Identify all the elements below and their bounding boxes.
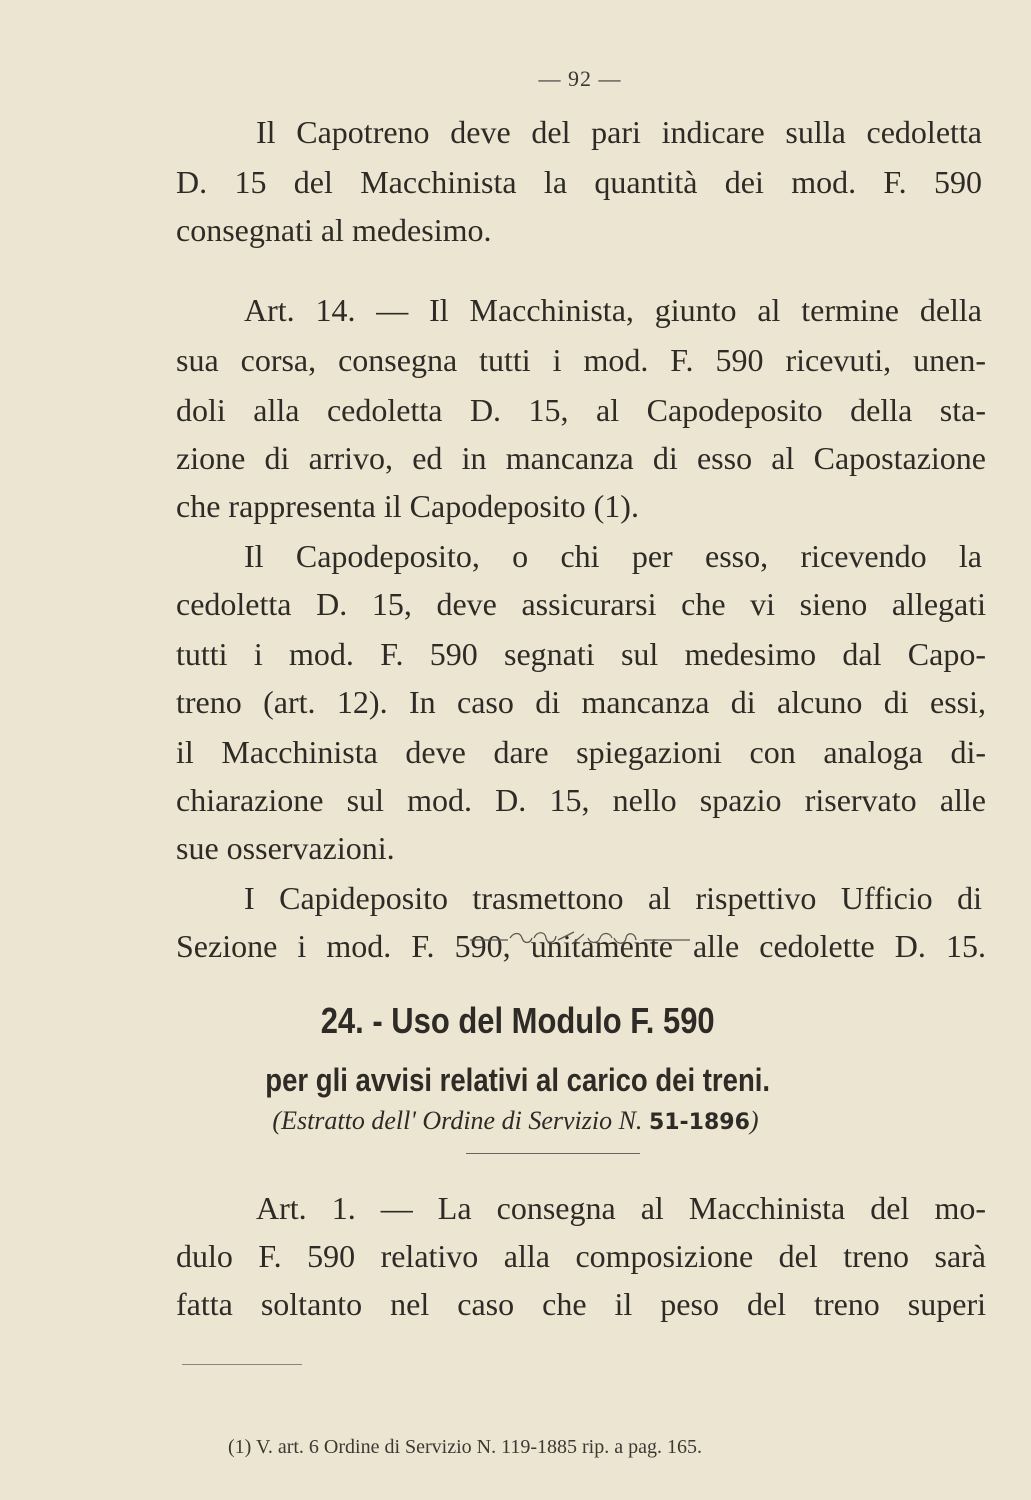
text-line: tutti i mod. F. 590 segnati sul medesimo dal Capo-	[176, 636, 986, 672]
ornament-divider	[460, 926, 710, 950]
text-line: consegnati al medesimo.	[176, 212, 492, 248]
text-line: doli alla cedoletta D. 15, al Capodeposito della sta-	[176, 392, 986, 428]
text-line: che rappresenta il Capodeposito (1).	[176, 488, 639, 524]
text-line: il Macchinista deve dare spiegazioni con analoga di-	[176, 734, 986, 770]
footnote: (1) V. art. 6 Ordine di Servizio N. 119-1885 rip. a pag. 165.	[228, 1436, 702, 1458]
text-line: treno (art. 12). In caso di mancanza di alcuno di essi,	[176, 684, 986, 720]
text-line: chiarazione sul mod. D. 15, nello spazio riservato alle	[176, 782, 986, 818]
page-number: — 92 —	[538, 66, 622, 91]
text-line: Art. 14. — Il Macchinista, giunto al termine della	[244, 292, 982, 328]
article-line: fatta soltanto nel caso che il peso del treno superi	[176, 1286, 986, 1322]
text-line: cedoletta D. 15, deve assicurarsi che vi sieno allegati	[176, 586, 986, 622]
section-source	[0, 1106, 1031, 1136]
section-subtitle: per gli avvisi relativi al carico dei treni.	[265, 1062, 771, 1098]
text-line: D. 15 del Macchinista la quantità dei mod. F. 590	[176, 164, 982, 200]
article-line: dulo F. 590 relativo alla composizione del treno sarà	[176, 1238, 986, 1274]
source-number: 51-1896	[648, 1110, 750, 1135]
text-line: zione di arrivo, ed in mancanza di esso al Capostazione	[176, 440, 986, 476]
text-line: Il Capotreno deve del pari indicare sulla cedoletta	[256, 114, 982, 150]
text-line: sue osservazioni.	[176, 830, 395, 866]
source-suffix: )	[749, 1106, 759, 1135]
footnote-rule	[182, 1364, 302, 1365]
text-line: sua corsa, consegna tutti i mod. F. 590 ricevuti, unen-	[176, 342, 986, 378]
text-line: I Capideposito trasmettono al rispettivo Ufficio di	[244, 880, 982, 916]
text-line: Il Capodeposito, o chi per esso, ricevendo la	[244, 538, 982, 574]
section-title: 24. - Uso del Modulo F. 590	[320, 1000, 715, 1041]
source-prefix: (Estratto dell' Ordine di Servizio N.	[272, 1106, 643, 1135]
section-rule	[466, 1153, 640, 1154]
text-line: Sezione i mod. F. 590, unitamente alle cedolette D. 15.	[176, 928, 986, 964]
article-line: Art. 1. — La consegna al Macchinista del mo-	[256, 1190, 986, 1226]
